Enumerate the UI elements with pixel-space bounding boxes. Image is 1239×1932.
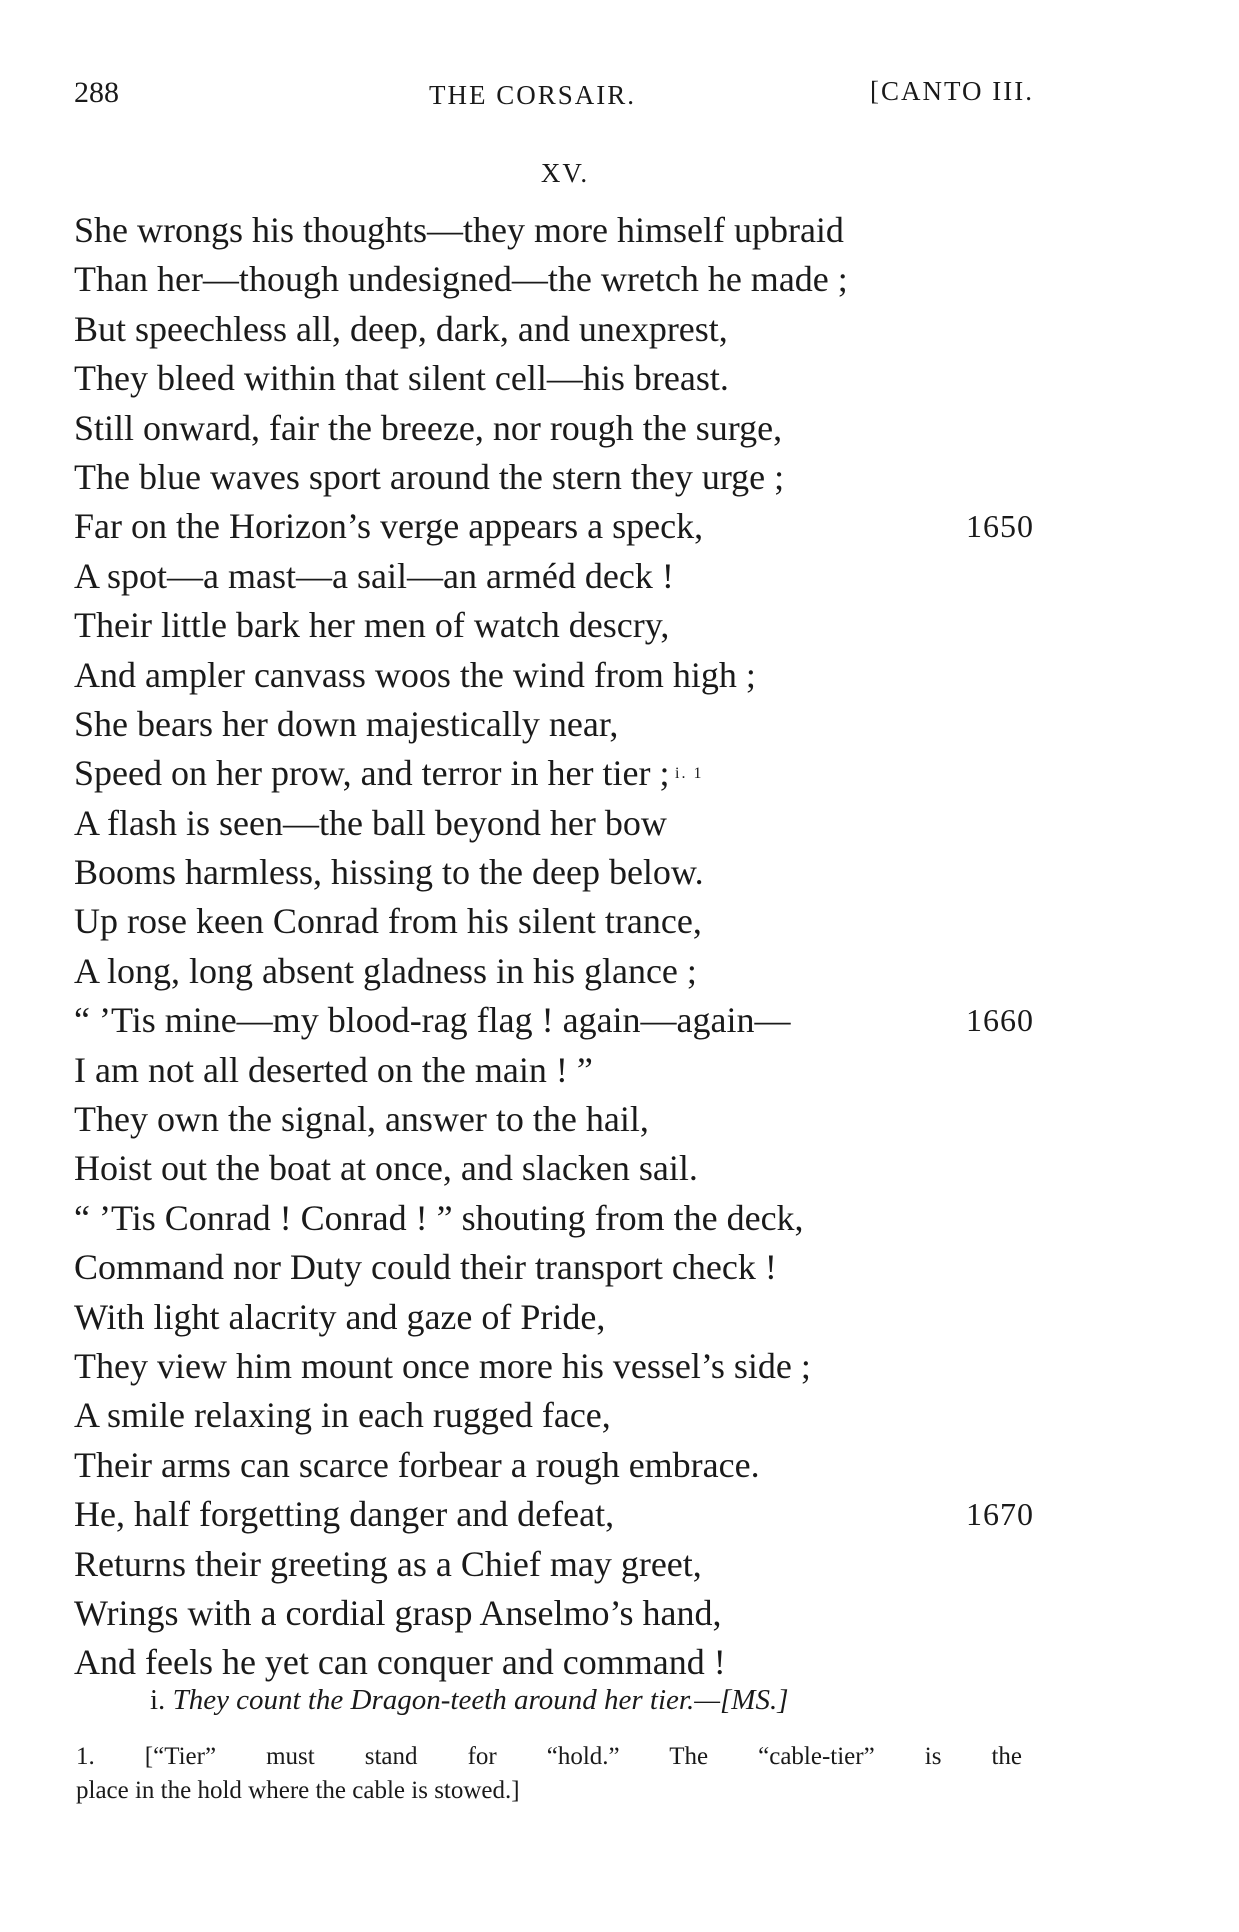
footnote — [76, 1740, 1022, 1808]
verse-line — [74, 552, 1034, 601]
verse-line-text: Wrings with a cordial grasp Anselmo’s hand, — [74, 1592, 722, 1633]
verse-line-text: A smile relaxing in each rugged face, — [74, 1395, 611, 1436]
footnote-line: 1. [“Tier” must stand for “hold.” The “cable-tier” is the — [76, 1743, 1022, 1770]
verse-line — [74, 897, 1034, 946]
page-number: 288 — [74, 76, 119, 109]
verse-line — [74, 1095, 1034, 1144]
verse-line-text: Hoist out the boat at once, and slacken sail. — [74, 1148, 698, 1189]
section-numeral: XV. — [540, 158, 590, 188]
verse-line — [74, 848, 1034, 897]
variant-note-label: i. — [150, 1684, 166, 1716]
verse-line — [74, 996, 1034, 1045]
verse-line-text: With light alacrity and gaze of Pride, — [74, 1296, 606, 1337]
verse-line-text: “ ’Tis Conrad ! Conrad ! ” shouting from the deck, — [74, 1197, 804, 1238]
verse-line-text: They own the signal, answer to the hail, — [74, 1099, 649, 1140]
line-number: 1650 — [966, 508, 1034, 545]
verse-line-text: They bleed within that silent cell—his breast. — [74, 358, 729, 399]
book-title: THE CORSAIR. — [429, 80, 637, 110]
verse-line-text: “ ’Tis mine—my blood-rag flag ! again—again— — [74, 1000, 791, 1041]
verse-line-text: Their arms can scarce forbear a rough embrace. — [74, 1444, 760, 1485]
verse-line — [74, 305, 1034, 354]
verse-line — [74, 1243, 1034, 1292]
verse-line-text: A flash is seen—the ball beyond her bow — [74, 802, 667, 843]
verse-line-text: They view him mount once more his vessel’s side ; — [74, 1345, 811, 1386]
verse-line-text: Far on the Horizon’s verge appears a speck, — [74, 506, 704, 547]
verse-line-text: And feels he yet can conquer and command ! — [74, 1642, 726, 1683]
verse-line — [74, 1589, 1034, 1638]
verse-line-text: Their little bark her men of watch descry, — [74, 605, 670, 646]
verse-line — [74, 354, 1034, 403]
variant-reading-note — [150, 1684, 788, 1717]
verse-line — [74, 453, 1034, 502]
verse-line-text: A long, long absent gladness in his glance ; — [74, 950, 697, 991]
verse-line — [74, 947, 1034, 996]
verse-line-text: She wrongs his thoughts—they more himself upbraid — [74, 210, 844, 250]
verse-line-text: Returns their greeting as a Chief may greet, — [74, 1543, 702, 1584]
verse-line-text: A spot—a mast—a sail—an arméd deck ! — [74, 555, 674, 596]
verse-line — [74, 1391, 1034, 1440]
verse-line — [74, 1194, 1034, 1243]
note-reference-marks: i. 1 — [675, 765, 704, 783]
verse-line — [74, 1540, 1034, 1589]
verse-line — [74, 404, 1034, 453]
verse-line-text: Still onward, fair the breeze, nor rough the surge, — [74, 407, 783, 448]
verse-line-text: Up rose keen Conrad from his silent trance, — [74, 901, 702, 942]
verse-line — [74, 749, 1034, 798]
verse-line-text: She bears her down majestically near, — [74, 703, 619, 744]
verse-line-text: Command nor Duty could their transport check ! — [74, 1247, 777, 1288]
verse-line — [74, 1441, 1034, 1490]
verse-line-text: And ampler canvass woos the wind from high ; — [74, 654, 756, 695]
verse-line — [74, 601, 1034, 650]
verse-line-text: The blue waves sport around the stern they urge ; — [74, 456, 785, 497]
variant-note-source: —[MS.] — [694, 1684, 789, 1716]
variant-note-text: They count the Dragon-teeth around her tier. — [172, 1684, 695, 1716]
verse-line — [74, 1638, 1034, 1687]
footnote-line: place in the hold where the cable is stowed.] — [76, 1777, 520, 1804]
verse-line — [74, 799, 1034, 848]
verse-line — [74, 700, 1034, 749]
verse-line — [74, 1046, 1034, 1095]
running-head — [74, 76, 1034, 116]
verse-stanza — [74, 206, 1034, 1688]
verse-line — [74, 206, 1034, 255]
verse-line — [74, 1144, 1034, 1193]
verse-line — [74, 255, 1034, 304]
verse-line — [74, 651, 1034, 700]
verse-line-text: Booms harmless, hissing to the deep below. — [74, 852, 704, 893]
line-number: 1660 — [966, 1002, 1034, 1039]
verse-line-text: But speechless all, deep, dark, and unexprest, — [74, 308, 728, 349]
verse-line — [74, 1293, 1034, 1342]
verse-line — [74, 1342, 1034, 1391]
canto-label: [CANTO III. — [870, 76, 1034, 106]
verse-line-text: I am not all deserted on the main ! ” — [74, 1049, 593, 1090]
verse-line — [74, 1490, 1034, 1539]
verse-line-text: Speed on her prow, and terror in her tier ; — [74, 753, 670, 794]
verse-line — [74, 502, 1034, 551]
verse-line-text: He, half forgetting danger and defeat, — [74, 1494, 615, 1535]
line-number: 1670 — [966, 1496, 1034, 1533]
verse-line-text: Than her—though undesigned—the wretch he made ; — [74, 259, 848, 300]
